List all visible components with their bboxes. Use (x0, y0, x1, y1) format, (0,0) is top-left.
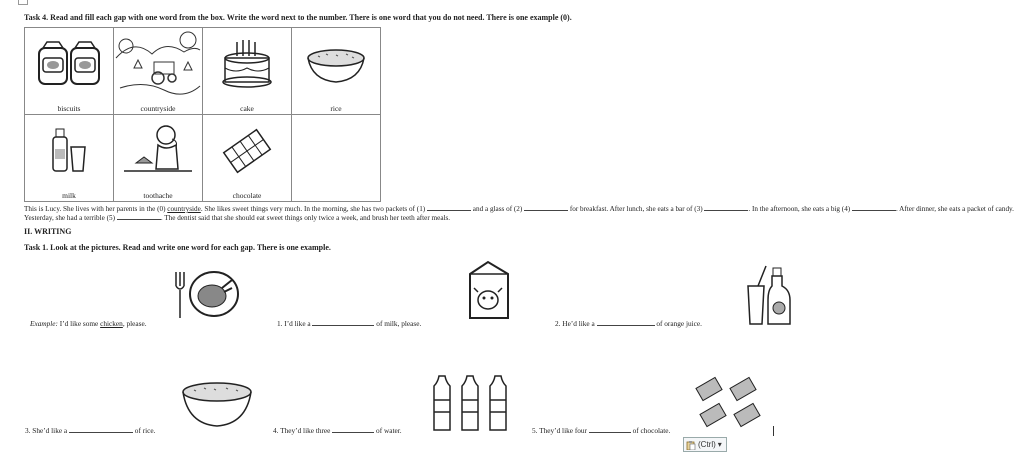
sentence-4: 4. They’d like three of water. (273, 426, 402, 435)
rice-bowl-icon (180, 380, 254, 430)
milk-glass-icon (25, 115, 113, 187)
word-label: biscuits (57, 104, 81, 113)
task4-instruction: Task 4. Read and fill each gap with one word from the box. Write the word next to the number. There is one word that you do not need. There is one example (0). (24, 13, 572, 22)
reading-passage: This is Lucy. She lives with her parents in the (0) countryside. She likes sweet things very much. In the morning, she has two packets of (1) and a glass of (2) for breakfast. After lunch, she eats a bar of (3) . In the afternoon, she eats a big (4) . After dinner, she eats a packet of candy. Yesterday, she had a terrible (5) . The dentist said that she should eat sweet things only twice a week, and brush her teeth after meals. (24, 205, 1014, 223)
word-label: rice (330, 104, 342, 113)
orange-juice-icon (742, 260, 796, 328)
answer-gap-5[interactable] (589, 432, 631, 433)
text-cursor (773, 426, 774, 436)
sentence-3: 3. She’d like a of rice. (25, 426, 156, 435)
word-cell (114, 115, 203, 202)
empty-word-cell (292, 115, 381, 202)
chevron-down-icon: ▾ (717, 440, 722, 449)
example-answer: countryside (167, 205, 201, 213)
clipboard-icon (686, 440, 696, 450)
word-cell (25, 115, 114, 202)
answer-gap-2[interactable] (597, 325, 655, 326)
gap-5[interactable] (117, 213, 161, 220)
chocolate-bars-icon (692, 376, 766, 432)
sentence-5: 5. They’d like four of chocolate. (532, 426, 671, 435)
word-cell (203, 28, 292, 115)
word-label: toothache (143, 191, 173, 200)
word-label: milk (62, 191, 76, 200)
word-label: chocolate (232, 191, 262, 200)
biscuits-icon (25, 28, 113, 100)
gap-4[interactable] (852, 204, 896, 211)
countryside-icon (114, 28, 202, 100)
page-corner-marker (18, 0, 28, 5)
cake-icon (203, 28, 291, 100)
writing-heading: II. WRITING (24, 227, 72, 236)
task1-instruction: Task 1. Look at the pictures. Read and write one word for each gap. There is one example. (24, 243, 331, 252)
word-cell (292, 28, 381, 115)
gap-3[interactable] (704, 204, 748, 211)
sentence-2: 2. He’d like a of orange juice. (555, 319, 702, 328)
paste-options-label: (Ctrl) (698, 440, 716, 449)
answer-gap-1[interactable] (312, 325, 374, 326)
word-box-table (24, 27, 381, 202)
word-cell (25, 28, 114, 115)
example-sentence: Example: I’d like some chicken, please. (30, 319, 147, 328)
word-cell (114, 28, 203, 115)
paste-options-button[interactable] (683, 437, 727, 452)
chocolate-icon (203, 115, 291, 187)
word-cell (203, 115, 292, 202)
sentence-1: 1. I’d like a of milk, please. (277, 319, 422, 328)
gap-2[interactable] (524, 204, 568, 211)
word-label: countryside (140, 104, 176, 113)
answer-gap-4[interactable] (332, 432, 374, 433)
milk-carton-icon (462, 258, 516, 322)
chicken-plate-icon (170, 266, 246, 320)
word-label: cake (240, 104, 254, 113)
water-bottles-icon (428, 372, 514, 434)
answer-gap-3[interactable] (69, 432, 133, 433)
rice-bowl-icon (292, 28, 380, 100)
toothache-icon (114, 115, 202, 187)
gap-1[interactable] (427, 204, 471, 211)
